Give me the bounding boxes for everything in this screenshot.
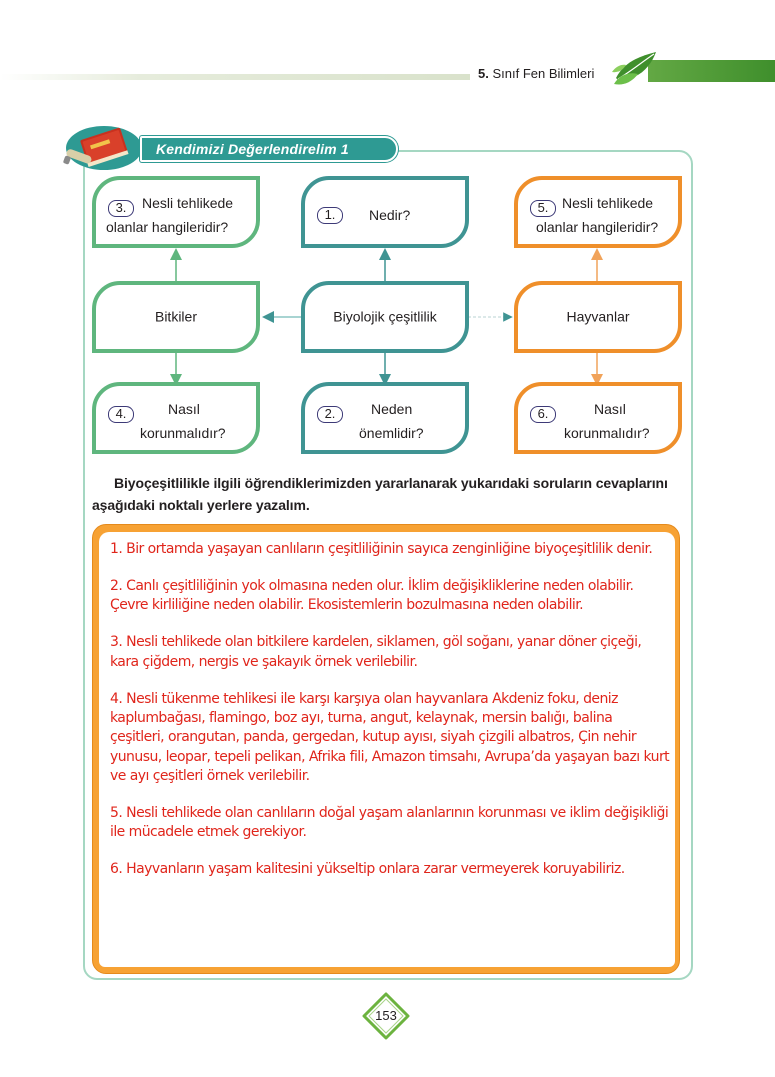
category-box-bitkiler <box>92 281 260 353</box>
answer-5: 5. Nesli tehlikede olan canlıların doğal yaşam alanlarının korunması ve iklim değişikliği ile mücadele etmek gerekiyor. <box>110 805 669 841</box>
grade-number: 5. <box>478 66 489 81</box>
category-label: Hayvanlar <box>566 308 630 325</box>
answer-4: 4. Nesli tükenme tehlikesi ile karşı karşıya olan hayvanlara Akdeniz foku, deniz kaplumbağası, flamingo, boz ayı, turna, angut, kelaynak, mersin balığı, balina çeşitleri, orangutan, panda, gergedan, kutup ayısı, siyah çizgili albatros, Çin nehir yunusu, leopar, tepeli pelikan, Afrika fili, Amazon timsahı, Avrupa’da yaşayan bazı kurt ve ayı çeşitleri örnek verilebilir. <box>110 690 670 785</box>
question-text-line1: Nasıl <box>168 401 200 417</box>
question-box-1 <box>301 176 469 248</box>
category-box-hayvanlar <box>514 281 682 353</box>
question-text-line1: Neden <box>371 401 413 417</box>
question-box-4 <box>92 382 260 454</box>
question-text-line1: Nesli tehlikede <box>562 195 654 211</box>
answer-6: 6. Hayvanların yaşam kalitesini yükseltip onlara zarar vermeyerek koruyabiliriz. <box>110 861 625 878</box>
question-text-line1: Nasıl <box>594 401 626 417</box>
category-label: Biyolojik çeşitlilik <box>333 308 437 325</box>
question-box-2 <box>301 382 469 454</box>
instruction-text: Biyoçeşitlilikle ilgili öğrendiklerimizden yararlanarak yukarıdaki soruların cevaplarını aşağıdaki noktalı yerlere yazalım. <box>92 475 668 513</box>
answer-1: 1. Bir ortamda yaşayan canlıların çeşitliliğinin sayıca zenginliğine biyoçeşitlilik denir. <box>110 541 653 557</box>
question-number: 3. <box>108 200 134 217</box>
page-number: 153 <box>375 1008 397 1023</box>
question-number: 1. <box>317 207 343 224</box>
question-box-5 <box>514 176 682 248</box>
answer-3: 3. Nesli tehlikede olan bitkilere kardelen, siklamen, göl soğanı, yanar döner çiçeği, kara çiğdem, nergis ve şakayık örnek verilebilir. <box>110 634 642 670</box>
question-number: 6. <box>530 406 556 423</box>
subject-title: Sınıf Fen Bilimleri <box>492 66 595 81</box>
question-text-line1: Nesli tehlikede <box>142 195 234 211</box>
question-text-line2: olanlar hangileridir? <box>536 219 659 235</box>
question-text-line2: korunmalıdır? <box>140 425 226 441</box>
question-box-6 <box>514 382 682 454</box>
category-box-biyolojik-cesitlilik <box>301 281 469 353</box>
question-text-line2: korunmalıdır? <box>564 425 650 441</box>
question-number: 2. <box>317 406 343 423</box>
question-text-line2: önemlidir? <box>359 425 424 441</box>
section-title: Kendimizi Değerlendirelim 1 <box>156 141 349 157</box>
category-label: Bitkiler <box>154 308 197 325</box>
question-text-line1: Nedir? <box>369 207 411 223</box>
answer-list <box>110 540 670 897</box>
question-number: 4. <box>108 406 134 423</box>
question-box-3 <box>92 176 260 248</box>
answer-2: 2. Canlı çeşitliliğinin yok olmasına neden olur. İklim değişikliklerine neden olabilir. Çevre kirliliğine neden olabilir. Ekosistemlerin bozulmasına neden olabilir. <box>110 577 634 614</box>
question-number: 5. <box>530 200 556 217</box>
question-text-line2: olanlar hangileridir? <box>106 219 229 235</box>
